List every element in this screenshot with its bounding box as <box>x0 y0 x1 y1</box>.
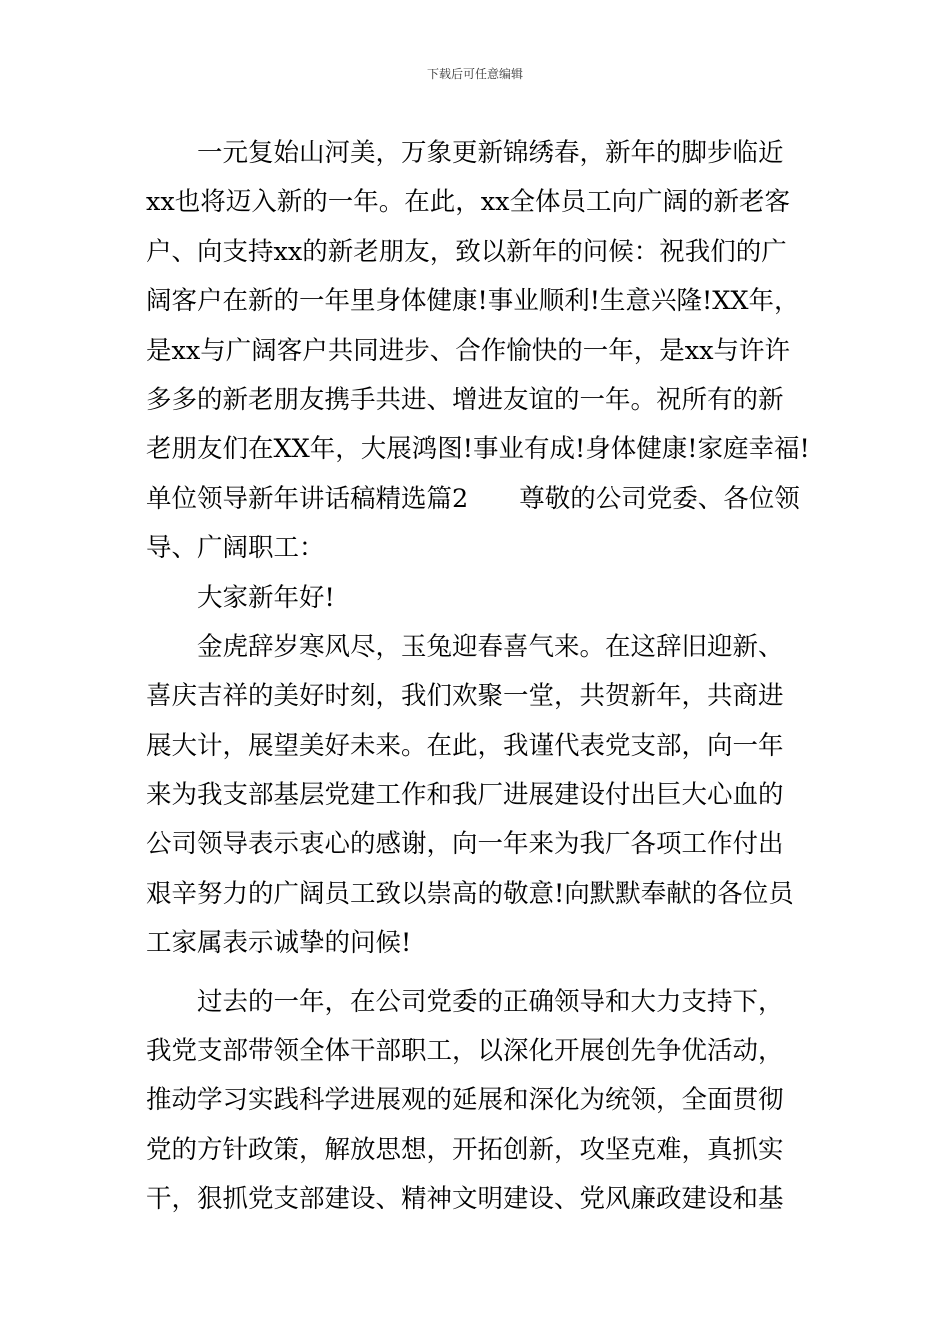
text-line: 公司领导表示衷心的感谢，向一年来为我厂各项工作付出 <box>146 829 784 860</box>
text-line: 党的方针政策，解放思想，开拓创新，攻坚克难，真抓实 <box>146 1134 784 1165</box>
text-line: 阔客户在新的一年里身体健康!事业顺利!生意兴隆!XX年， <box>146 286 800 317</box>
text-line: 单位领导新年讲话稿精选篇2 尊敬的公司党委、各位领 <box>146 483 800 514</box>
text-line: 户、向支持xx的新老朋友，致以新年的问候：祝我们的广 <box>146 236 787 267</box>
text-line: 是xx与广阔客户共同进步、合作愉快的一年，是xx与许许 <box>146 335 791 366</box>
text-line: 推动学习实践科学进展观的延展和深化为统领，全面贯彻 <box>146 1085 784 1116</box>
text-line: 金虎辞岁寒风尽，玉兔迎春喜气来。在这辞旧迎新、 <box>197 631 784 662</box>
text-line: 干，狠抓党支部建设、精神文明建设、党风廉政建设和基 <box>146 1184 784 1215</box>
text-line: 老朋友们在XX年，大展鸿图!事业有成!身体健康!家庭幸福! <box>146 434 810 465</box>
text-line: 艰辛努力的广阔员工致以崇高的敬意!向默默奉献的各位员 <box>146 878 794 909</box>
page-header: 下载后可任意编辑 <box>426 67 523 81</box>
document-body <box>146 129 826 1225</box>
text-line: 我党支部带领全体干部职工，以深化开展创先争优活动， <box>146 1036 784 1067</box>
text-line: xx也将迈入新的一年。在此，xx全体员工向广阔的新老客 <box>146 187 791 218</box>
text-line: 展大计，展望美好未来。在此，我谨代表党支部，向一年 <box>146 730 784 761</box>
text-line: 工家属表示诚挚的问候! <box>146 928 412 959</box>
text-line: 来为我支部基层党建工作和我厂进展建设付出巨大心血的 <box>146 780 784 811</box>
text-line: 导、广阔职工： <box>146 533 325 564</box>
text-line: 喜庆吉祥的美好时刻，我们欢聚一堂，共贺新年，共商进 <box>146 681 784 712</box>
text-line: 过去的一年，在公司党委的正确领导和大力支持下， <box>197 986 784 1017</box>
text-line: 一元复始山河美，万象更新锦绣春，新年的脚步临近 <box>197 138 784 168</box>
text-line: 大家新年好! <box>197 582 335 613</box>
text-line: 多多的新老朋友携手共进、增进友谊的一年。祝所有的新 <box>146 384 784 415</box>
